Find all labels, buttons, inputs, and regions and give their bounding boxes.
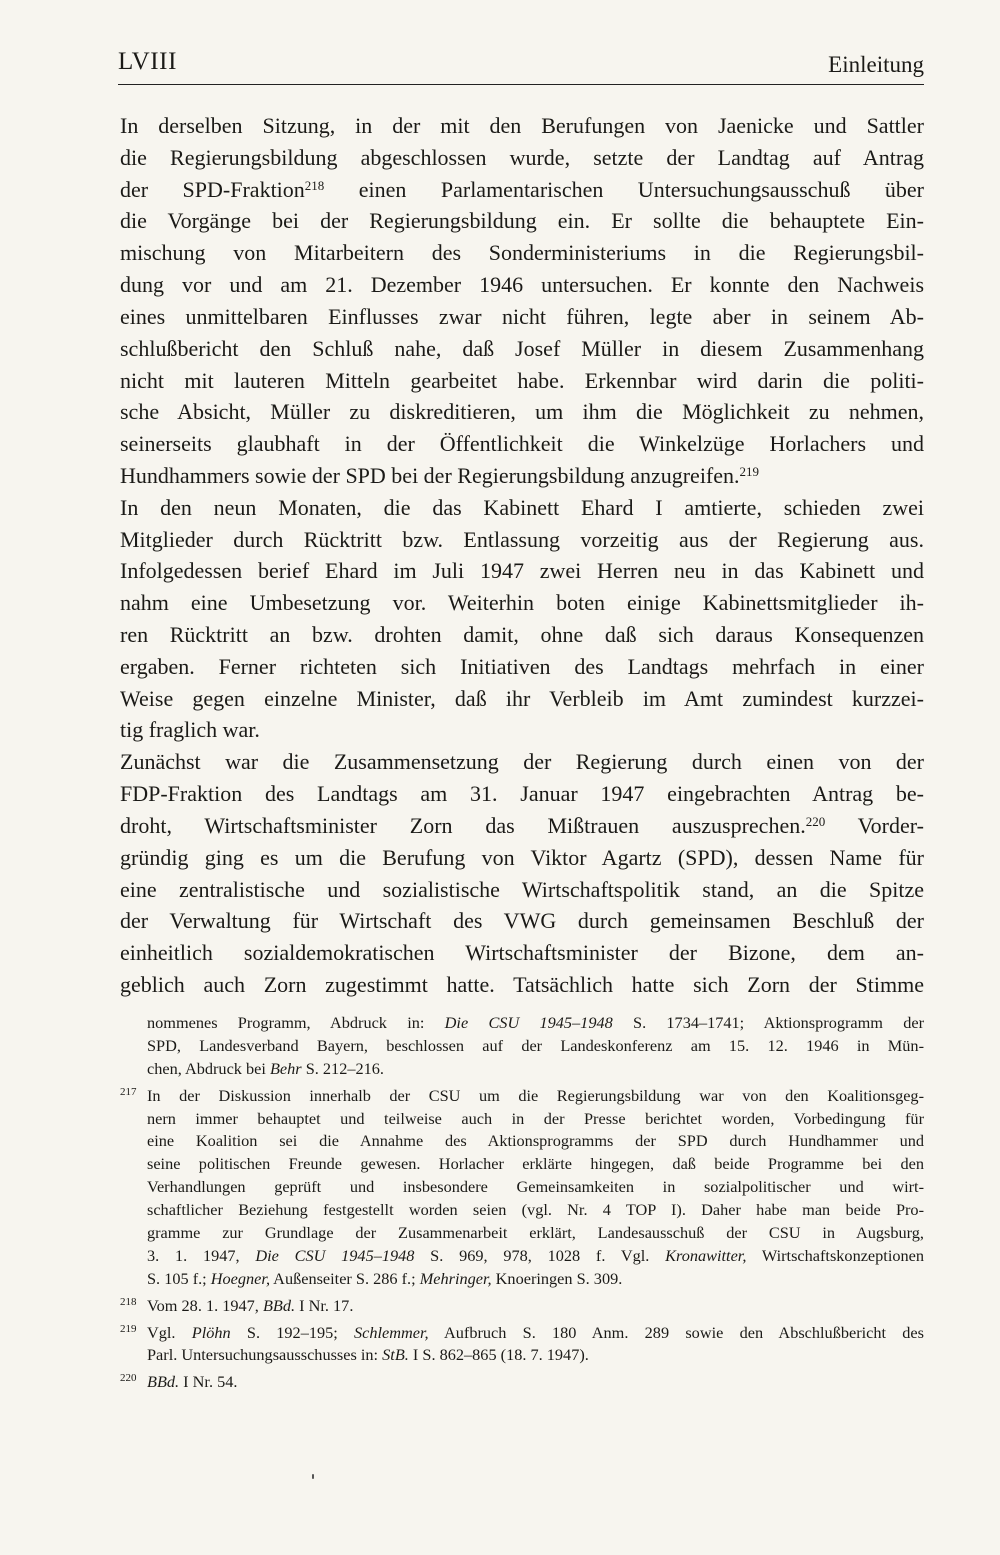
- footnote-number: 220: [120, 1372, 137, 1385]
- footnote-ref-218: 218: [304, 177, 325, 193]
- text-line: droht, Wirtschaftsminister Zorn das Mißtrauen auszusprechen.$^{220}$ Vorder-: [120, 812, 924, 838]
- footnote-line: 3. 1. 1947, Die CSU 1945–1948 S. 969, 978, 1028 f. Vgl. Kronawitter, Wirtschaftskonzeptionen: [147, 1245, 924, 1265]
- footnote-continuation-line: SPD, Landesverband Bayern, beschlossen auf der Landeskonferenz am 15. 12. 1946 in Mün-: [147, 1035, 924, 1055]
- text-line: sche Absicht, Müller zu diskreditieren, um ihm die Möglichkeit zu nehmen,: [120, 399, 924, 425]
- footnote-number: 217: [120, 1085, 137, 1098]
- text-line: der Verwaltung für Wirtschaft des VWG durch gemeinsamen Beschluß der: [120, 908, 924, 934]
- page-number: LVIII: [118, 48, 178, 75]
- footnote-ref-220: 220: [805, 813, 826, 829]
- footnote-line: nern immer behauptet und teilweise auch in der Presse berichtet worden, Vorbedingung für: [147, 1108, 924, 1128]
- text-line: tig fraglich war.: [120, 717, 260, 743]
- footnote-219: 219 Vgl. Plöhn S. 192–195; Schlemmer, Aufbruch S. 180 Anm. 289 sowie den Abschlußbericht des: [120, 1322, 924, 1342]
- text-line: seinerseits glaubhaft in der Öffentlichkeit die Winkelzüge Horlachers und: [120, 431, 924, 457]
- text-line: gründig ging es um die Berufung von Viktor Agartz (SPD), dessen Name für: [120, 844, 924, 870]
- footnote-continuation-line: nommenes Programm, Abdruck in: Die CSU 1945–1948 S. 1734–1741; Aktionsprogramm der: [147, 1013, 925, 1032]
- footnote-line: gramme zur Grundlage der Zusammenarbeit erklärt, Landesausschuß der CSU in Augsburg,: [147, 1223, 924, 1243]
- text-line: Infolgedessen berief Ehard im Juli 1947 zwei Herren neu in das Kabinett und: [120, 558, 924, 584]
- footnote-continuation-line: chen, Abdruck bei Behr S. 212–216.: [147, 1058, 384, 1078]
- text-line: die Regierungsbildung abgeschlossen wurde, setzte der Landtag auf Antrag: [120, 144, 924, 170]
- footnote-line: S. 105 f.; Hoegner, Außenseiter S. 286 f.; Mehringer, Knoeringen S. 309.: [147, 1268, 623, 1288]
- footnote-218: 218 Vom 28. 1. 1947, BBd. I Nr. 17.: [120, 1295, 354, 1315]
- footnote-number: 218: [120, 1295, 137, 1308]
- section-title: Einleitung: [828, 52, 924, 77]
- paper-speck: [312, 1474, 314, 1479]
- footnote-line: Parl. Untersuchungsausschusses in: StB. I S. 862–865 (18. 7. 1947).: [147, 1345, 589, 1365]
- text-line: In den neun Monaten, die das Kabinett Ehard I amtierte, schieden zwei: [120, 494, 924, 520]
- text-line: einheitlich sozialdemokratischen Wirtschaftsminister der Bizone, dem an-: [120, 940, 924, 966]
- text-line: nahm eine Umbesetzung vor. Weiterhin boten einige Kabinettsmitglieder ih-: [120, 590, 924, 616]
- footnote-line: Verhandlungen geprüft und insbesondere Gemeinsamkeiten in sozialpolitischer und wirt-: [147, 1177, 924, 1197]
- footnote-line: eine Koalition sei die Annahme des Aktionsprogramms der SPD durch Hundhammer und: [147, 1131, 924, 1151]
- text-line: nicht mit lauteren Mitteln gearbeitet habe. Erkennbar wird darin die politi-: [120, 367, 924, 393]
- text-line: Zunächst war die Zusammensetzung der Regierung durch einen von der: [120, 749, 924, 775]
- text-line: die Vorgänge bei der Regierungsbildung ein. Er sollte die behauptete Ein-: [120, 208, 924, 234]
- text-line: dung vor und am 21. Dezember 1946 untersuchen. Er konnte den Nachweis: [120, 272, 924, 298]
- text-line: ren Rücktritt an bzw. drohten damit, ohne daß sich daraus Konsequenzen: [120, 622, 924, 647]
- text-line: mischung von Mitarbeitern des Sonderministeriums in die Regierungsbil-: [120, 240, 924, 266]
- text-line: In derselben Sitzung, in der mit den Berufungen von Jaenicke und Sattler: [120, 113, 924, 138]
- main-text: [120, 110, 924, 1001]
- text-line: der SPD-Fraktion$^{218}$ einen Parlamentarischen Untersuchungsausschuß über: [120, 176, 924, 202]
- text-line: Weise gegen einzelne Minister, daß ihr Verbleib im Amt zumindest kurzzei-: [120, 685, 924, 711]
- footnote-line: schaftlicher Beziehung festgestellt worden seien (vgl. Nr. 4 TOP I). Daher habe man beide Pro-: [147, 1200, 924, 1220]
- running-head: [118, 44, 924, 85]
- text-line: geblich auch Zorn zugestimmt hatte. Tatsächlich hatte sich Zorn der Stimme: [120, 971, 924, 997]
- footnote-line: seine politischen Freunde gewesen. Horlacher erklärte hingegen, daß beide Programme bei den: [147, 1154, 924, 1174]
- text-line: eine zentralistische und sozialistische Wirtschaftspolitik stand, an die Spitze: [120, 876, 924, 902]
- footnote-number: 219: [120, 1322, 137, 1335]
- text-line: Mitglieder durch Rücktritt bzw. Entlassung vorzeitig aus der Regierung aus.: [120, 526, 924, 552]
- text-line: ergaben. Ferner richteten sich Initiativen des Landtags mehrfach in einer: [120, 653, 924, 679]
- text-line: schlußbericht den Schluß nahe, daß Josef Müller in diesem Zusammenhang: [120, 335, 924, 361]
- text-line: FDP-Fraktion des Landtags am 31. Januar 1947 eingebrachten Antrag be-: [120, 781, 924, 807]
- footnotes: [120, 1012, 924, 1394]
- footnote-ref-219: 219: [739, 463, 760, 479]
- footnote-217: 217 In der Diskussion innerhalb der CSU um die Regierungsbildung war von den Koalitionsgeg-: [120, 1085, 924, 1105]
- footnote-220: 220 BBd. I Nr. 54.: [120, 1372, 238, 1392]
- text-line: Hundhammers sowie der SPD bei der Regierungsbildung anzugreifen.$^{219}$: [120, 462, 760, 488]
- text-line: eines unmittelbaren Einflusses zwar nicht führen, legte aber in seinem Ab-: [120, 303, 924, 329]
